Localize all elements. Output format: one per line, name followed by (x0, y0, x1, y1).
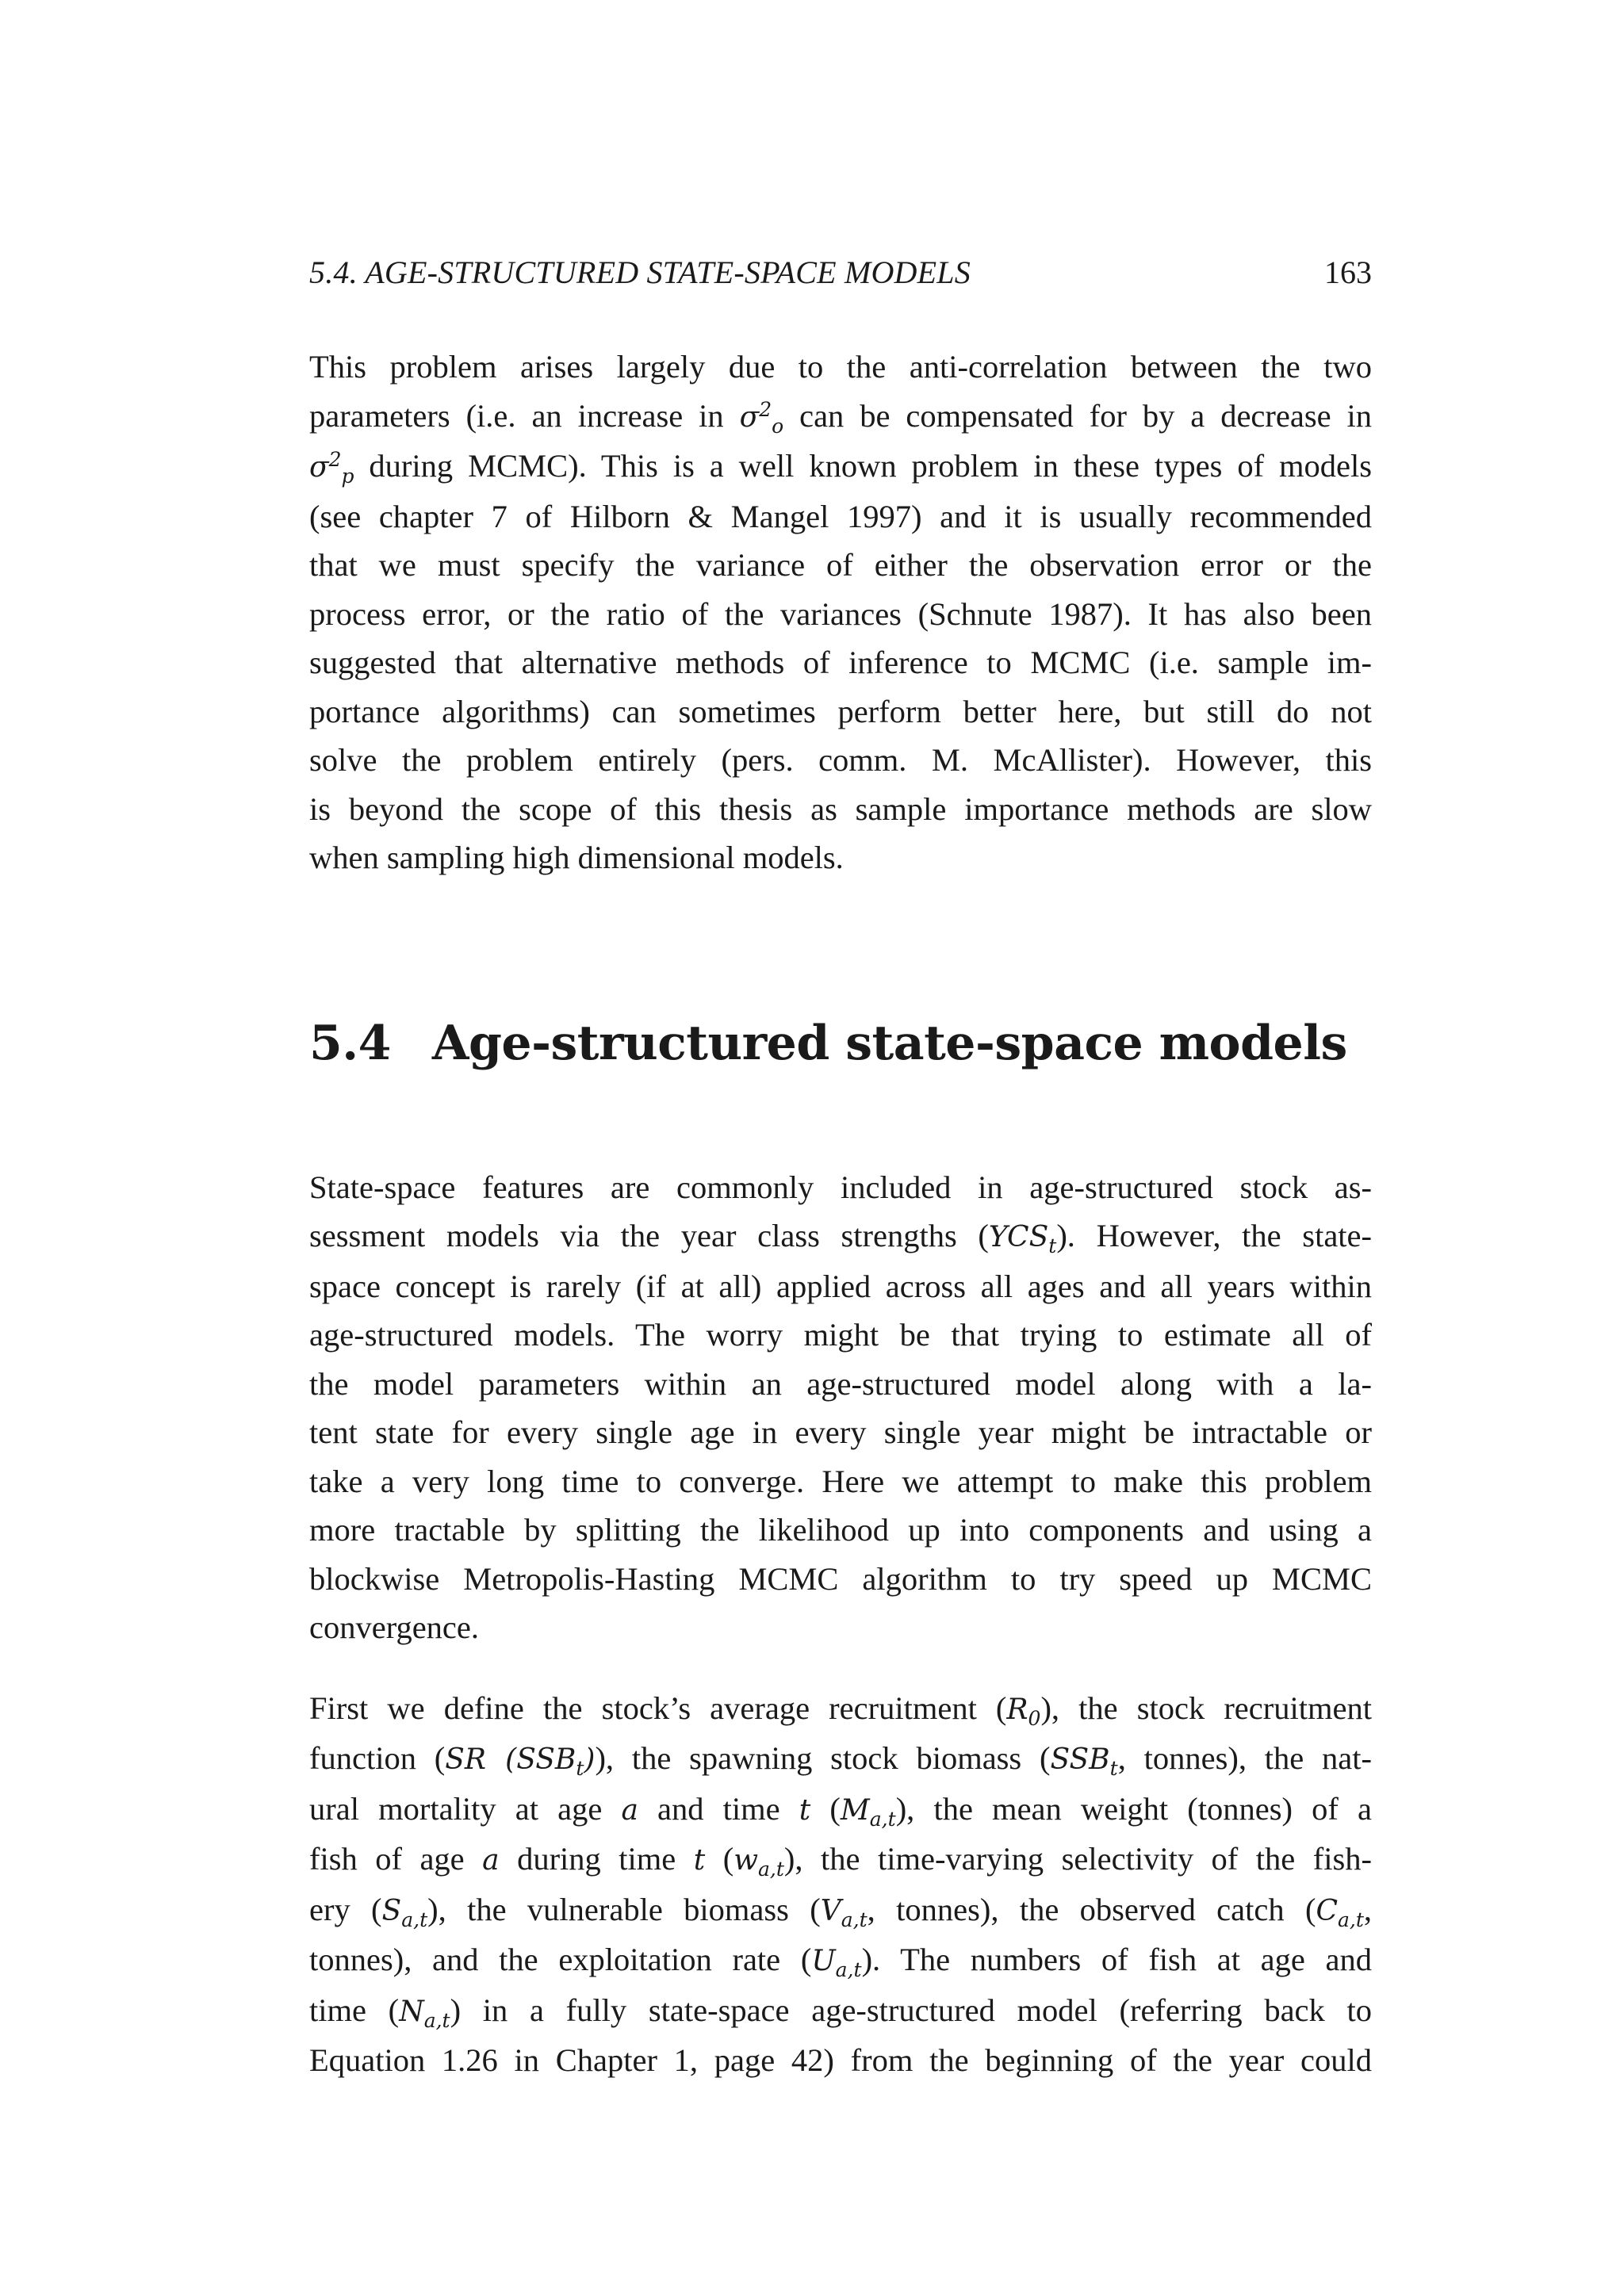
text-line: when sampling high dimensional models. (309, 840, 844, 875)
text-line: This problem arises largely due to the anti-correlation between the two (309, 349, 1372, 385)
math-r0: $R_0$ (1006, 1693, 1041, 1730)
text-line: portance algorithms) can sometimes perform better here, but still do not (309, 693, 1372, 729)
text-line: First we define the stock’s average recruitment $(R_0)$, the stock recruitment (309, 1689, 1372, 1730)
math-v-at: $V_{a,t}$ (820, 1894, 868, 1931)
text-line: solve the problem entirely (pers. comm. M. McAllister). However, this (309, 742, 1372, 778)
text-line: $\sigma^2_p$ during MCMC). This is a well known problem in these types of models (309, 448, 1372, 488)
math-m-at: $M_{a,t}$ (840, 1793, 896, 1831)
page-number: 163 (1324, 254, 1372, 290)
text-line: ural mortality at age a and time t $(M_{a,t})$, the mean weight (tonnes) of a (309, 1790, 1372, 1831)
section-title: Age-structured state-space models (431, 1015, 1347, 1071)
text-line: ery $(S_{a,t})$, the vulnerable biomass ($V_{a,t}$, tonnes), the observed catch ($C_{a,t}$, (309, 1891, 1373, 1931)
text-line: convergence. (309, 1609, 480, 1645)
text-line: Equation 1.26 in Chapter 1, page 42) from the beginning of the year could (309, 2042, 1372, 2078)
text-line: the model parameters within an age-structured model along with a la- (309, 1365, 1372, 1402)
math-s-at: $S_{a,t}$ (381, 1894, 428, 1931)
math-n-at: $N_{a,t}$ (399, 1995, 450, 2032)
text-line: process error, or the ratio of the variances (Schnute 1987). It has also been (309, 595, 1372, 632)
math-a: a (482, 1844, 500, 1877)
text-line: fish of age a during time t $(w_{a,t})$, the time-varying selectivity of the fish- (309, 1841, 1372, 1881)
math-sigma-p-squared: $\sigma^2_p$ (309, 448, 354, 488)
running-head (309, 254, 1372, 301)
math-c-at: $C_{a,t}$ (1316, 1894, 1364, 1931)
text-line: blockwise Metropolis-Hasting MCMC algorithm to try speed up MCMC (309, 1560, 1372, 1597)
section-heading (309, 1016, 1372, 1071)
text-line: (see chapter 7 of Hilborn & Mangel 1997) and it is usually recommended (309, 498, 1372, 534)
math-sigma-o-squared: $\sigma^2_o$ (739, 397, 784, 438)
math-a: a (621, 1793, 638, 1827)
text-line: space concept is rarely (if at all) applied across all ages and all years within (309, 1268, 1372, 1304)
paragraph-1 (309, 342, 1372, 882)
math-ssb-t: $SSB_t$ (1050, 1743, 1118, 1781)
text-line: tonnes), and the exploitation rate $(U_{a,t})$. The numbers of fish at age and (309, 1942, 1372, 1982)
text-line: tent state for every single age in every single year might be intractable or (309, 1414, 1372, 1450)
math-sr-ssb: SR $(SSB_t)$ (445, 1743, 596, 1781)
math-t: t (799, 1793, 811, 1827)
text-line: parameters (i.e. an increase in $\sigma^2_o$ can be compensated for by a decrease in (309, 397, 1373, 438)
text-line: that we must specify the variance of either the observation error or the (309, 547, 1372, 583)
text-line: function (SR $(SSB_t)$), the spawning stock biomass ($SSB_t$, tonnes), the nat- (309, 1740, 1372, 1781)
math-ycs-t: $YCS_t$ (988, 1221, 1057, 1258)
running-head-title: 5.4. AGE-STRUCTURED STATE-SPACE MODELS (309, 254, 971, 290)
math-t: t (693, 1844, 706, 1877)
text-line: time $(N_{a,t})$ in a fully state-space age-structured model (referring back to (309, 1992, 1372, 2032)
paragraph-2 (309, 1163, 1372, 1652)
text-line: age-structured models. The worry might be that trying to estimate all of (309, 1317, 1372, 1353)
page (309, 254, 1372, 2085)
text-line: take a very long time to converge. Here we attempt to make this problem (309, 1463, 1372, 1499)
paragraph-3 (309, 1684, 1372, 2085)
section-number: 5.4 (309, 1015, 391, 1071)
text-line: suggested that alternative methods of inference to MCMC (i.e. sample im- (309, 645, 1372, 680)
math-u-at: $U_{a,t}$ (811, 1945, 862, 1982)
text-line: more tractable by splitting the likelihood up into components and using a (309, 1512, 1372, 1548)
text-line: State-space features are commonly included in age-structured stock as- (309, 1169, 1372, 1205)
paragraph-gap (309, 1652, 1372, 1684)
math-w-at: $w_{a,t}$ (733, 1844, 784, 1881)
text-line: is beyond the scope of this thesis as sample importance methods are slow (309, 790, 1372, 827)
text-line: sessment models via the year class strengths $(YCS_t)$. However, the state- (309, 1218, 1373, 1258)
